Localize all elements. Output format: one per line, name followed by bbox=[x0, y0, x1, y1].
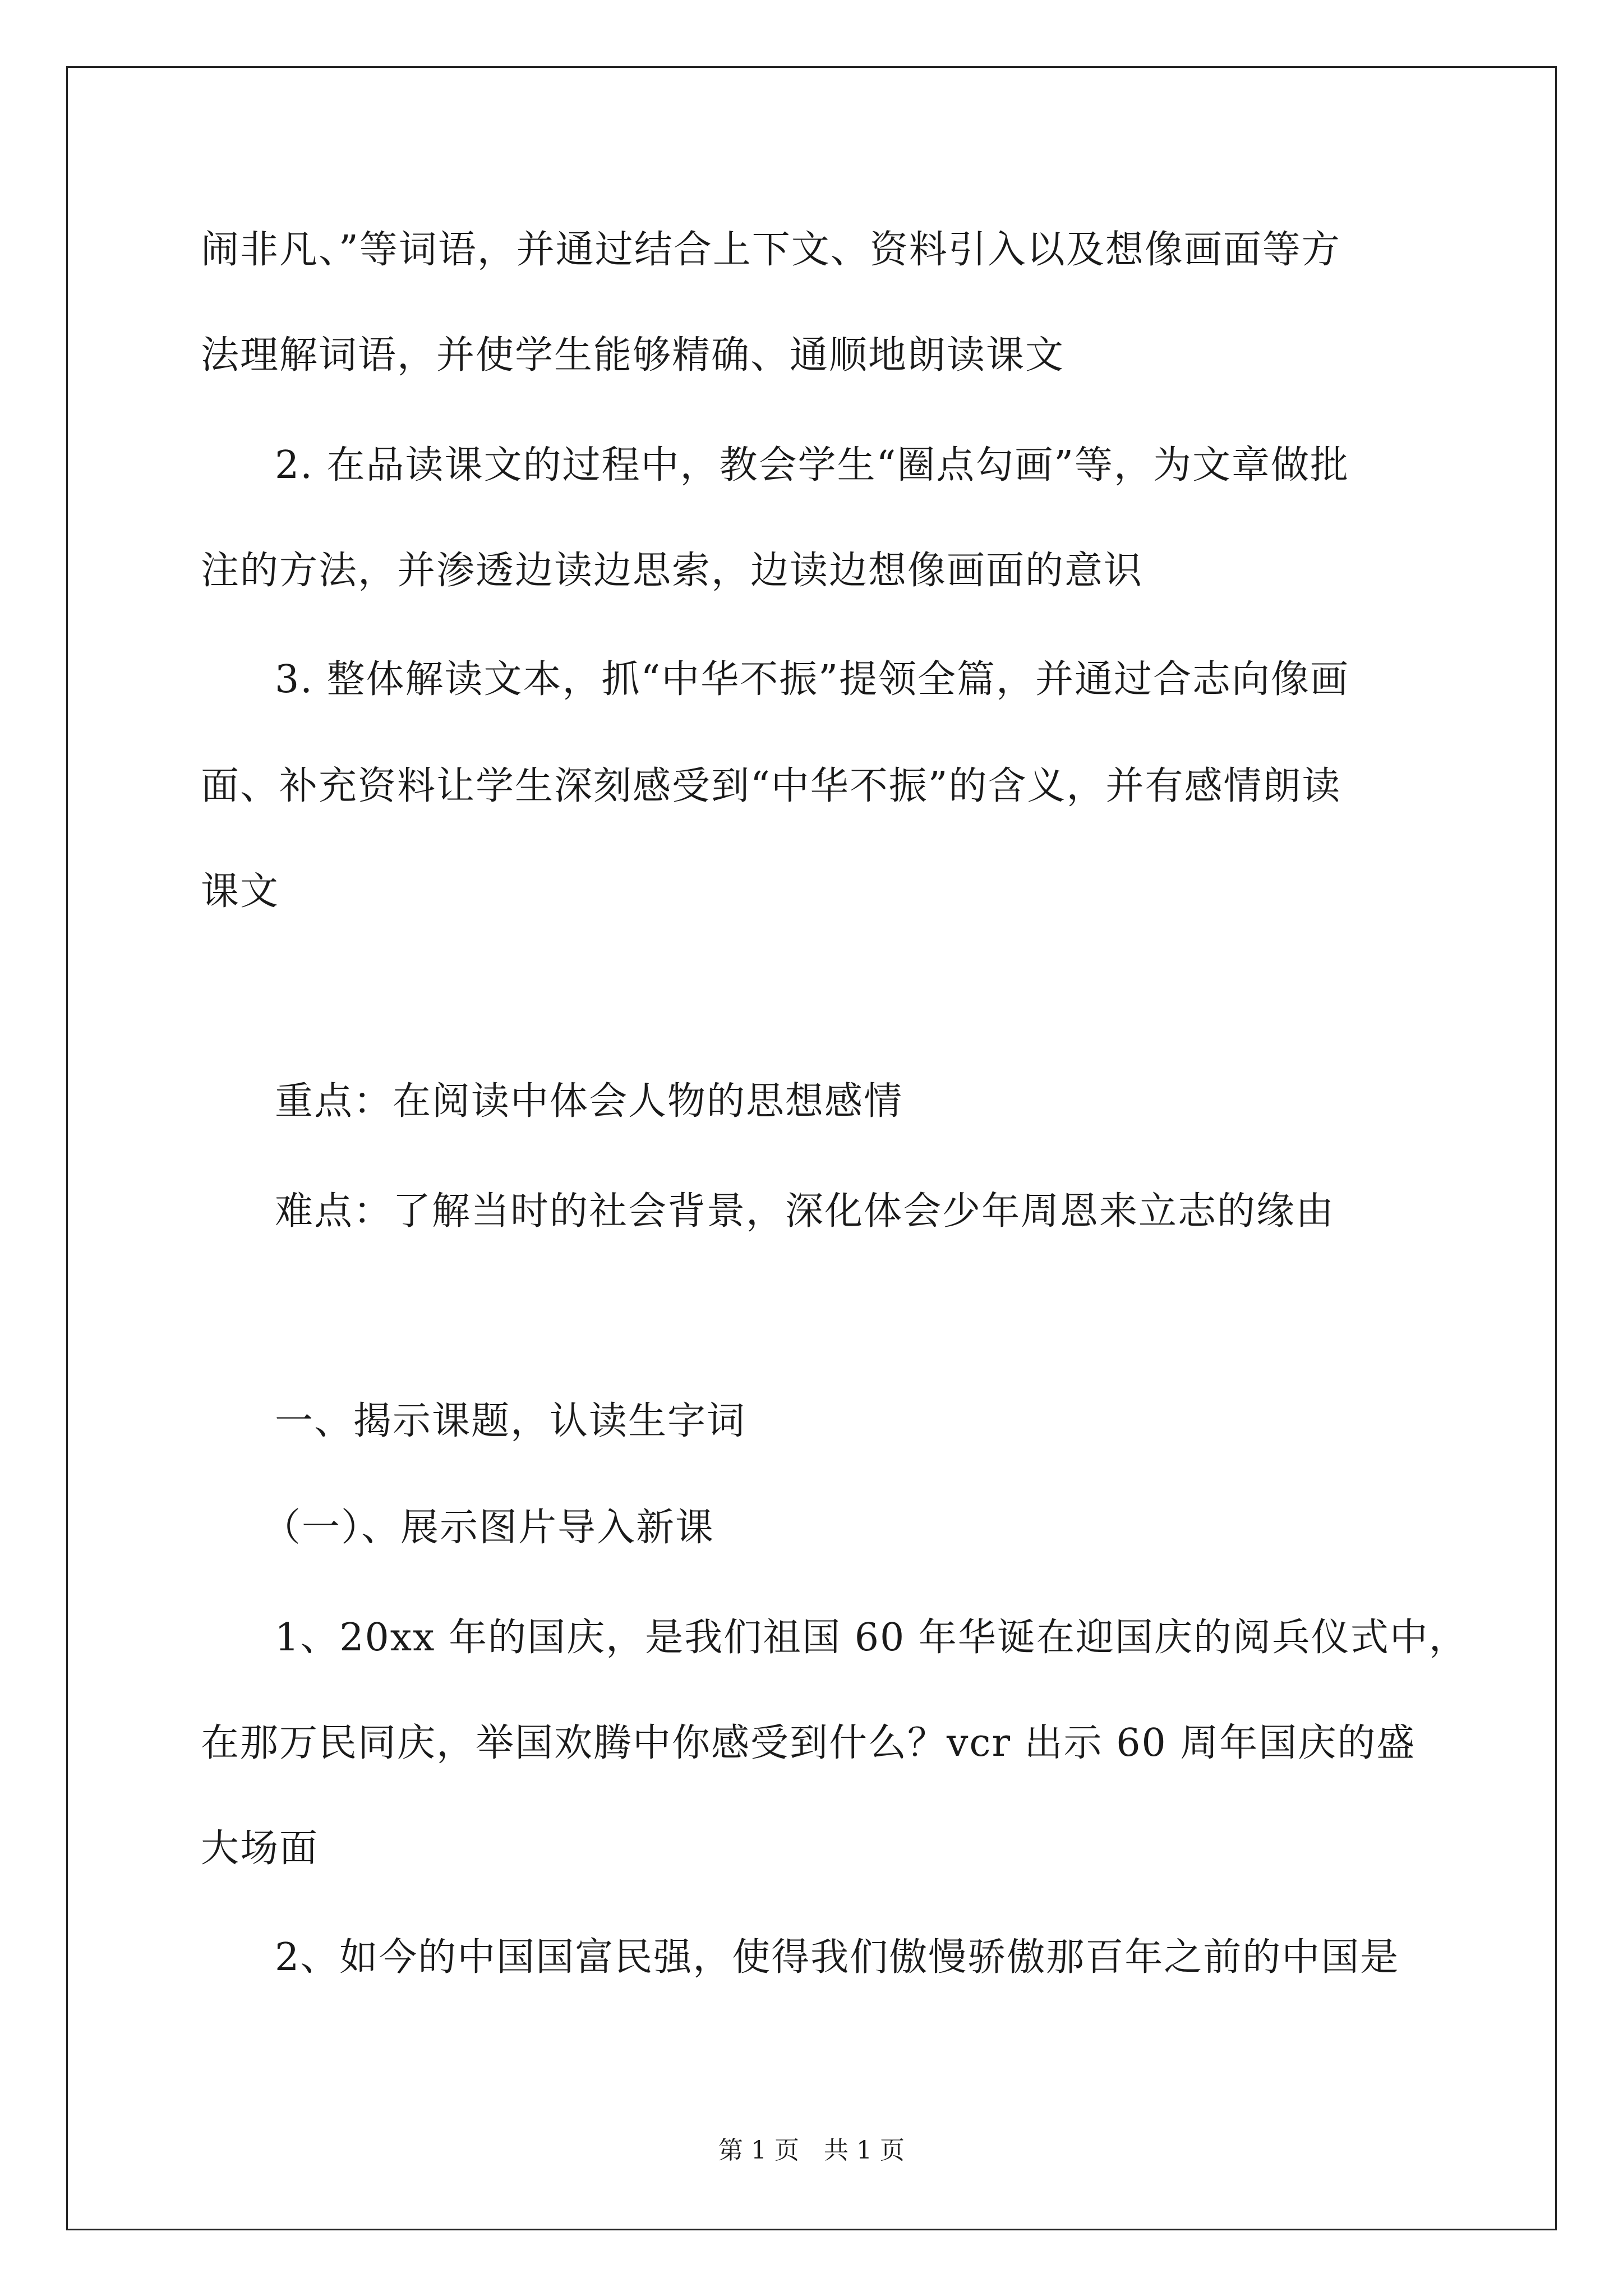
body-text-line: 2、如今的中国国富民强，使得我们傲慢骄傲那百年之前的中国是 bbox=[275, 1935, 1400, 1980]
body-text-line: 注的方法，并渗透边读边思索，边读边想像画面的意识 bbox=[201, 549, 1144, 593]
body-text-line: 课文 bbox=[201, 869, 280, 914]
subsection-heading: （一）、展示图片导入新课 bbox=[262, 1506, 715, 1550]
key-point-line: 重点：在阅读中体会人物的思想感情 bbox=[275, 1079, 903, 1124]
difficulty-line: 难点：了解当时的社会背景，深化体会少年周恩来立志的缘由 bbox=[275, 1189, 1335, 1234]
body-text-line: 法理解词语，并使学生能够精确、通顺地朗读课文 bbox=[201, 333, 1065, 378]
page-border bbox=[66, 66, 1557, 2230]
body-text-line: 1、20xx 年的国庆，是我们祖国 60 年华诞在迎国庆的阅兵仪式中， bbox=[275, 1616, 1468, 1660]
body-text-line: 3. 整体解读文本，抓“中华不振”提领全篇，并通过合志向像画 bbox=[275, 657, 1350, 702]
body-text-line: 在那万民同庆，举国欢腾中你感受到什么？vcr 出示 60 周年国庆的盛 bbox=[201, 1721, 1416, 1765]
section-heading: 一、揭示课题，认读生字词 bbox=[275, 1399, 746, 1443]
body-text-line: 闹非凡、”等词语，并通过结合上下文、资料引入以及想像画面等方 bbox=[201, 228, 1341, 272]
page-number-footer: 第 1 页 共 1 页 bbox=[718, 2136, 905, 2165]
body-text-line: 面、补充资料让学生深刻感受到“中华不振”的含义，并有感情朗读 bbox=[201, 764, 1341, 808]
body-text-line: 大场面 bbox=[201, 1826, 319, 1871]
body-text-line: 2. 在品读课文的过程中，教会学生“圈点勾画”等，为文章做批 bbox=[275, 443, 1350, 487]
